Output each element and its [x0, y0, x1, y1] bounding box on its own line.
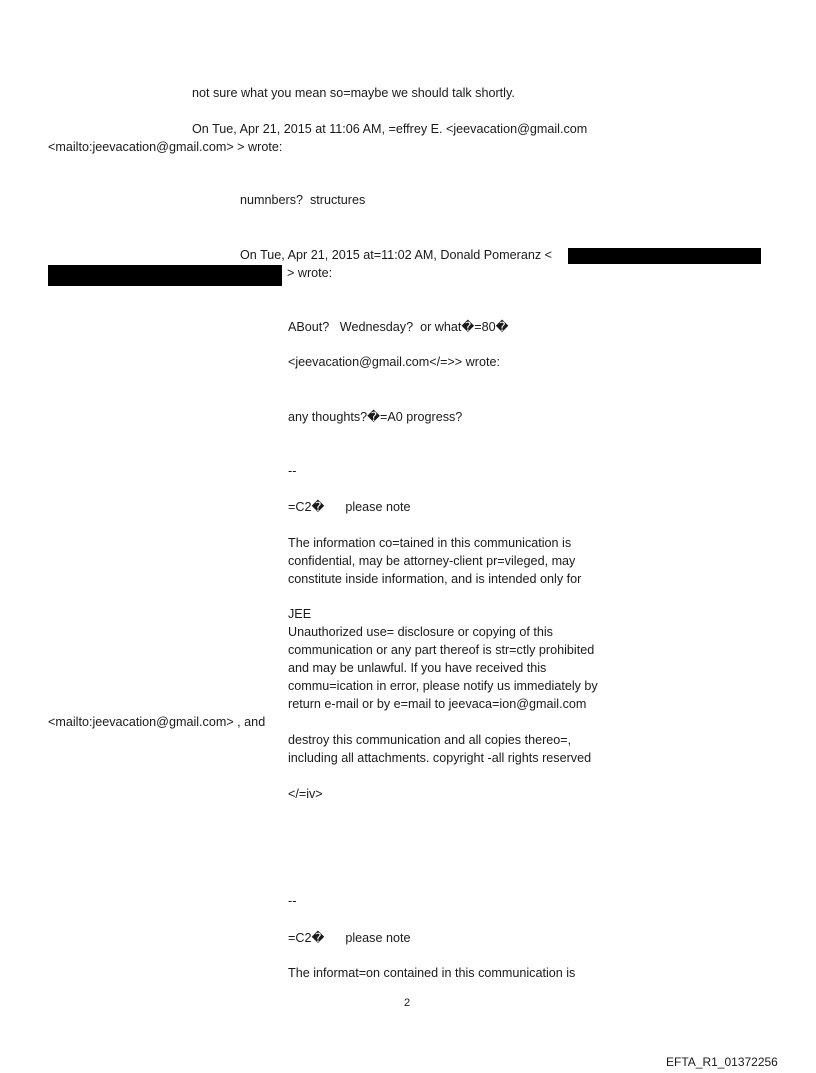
disclaimer-line: confidential, may be attorney-client pr=vileged, may [288, 554, 576, 568]
mailto-link-text: <mailto:jeevacation@gmail.com> , and [48, 715, 266, 729]
disclaimer-line: The information co=tained in this communication is [288, 536, 572, 550]
disclaimer-line: The informat=on contained in this communication is [288, 966, 576, 980]
disclaimer-line: Unauthorized use= disclosure or copying of this [288, 625, 553, 639]
disclaimer-line: destroy this communication and all copies thereo=, [288, 733, 572, 747]
quote-header-2-line-2: > wrote: [287, 266, 333, 280]
disclaimer-line: return e-mail or by e=mail to jeevaca=ion@gmail.com [288, 697, 587, 711]
message-text-4: any thoughts?�=A0 progress? [288, 410, 463, 424]
disclaimer-line: constitute inside information, and is intended only for [288, 572, 582, 586]
message-text-1: numnbers? structures [240, 193, 366, 207]
redaction-bar [48, 265, 282, 286]
jee-label: JEE [288, 607, 312, 621]
disclaimer-line: including all attachments. copyright -all rights reserved [288, 751, 592, 765]
document-id: EFTA_R1_01372256 [666, 1055, 778, 1069]
message-text-3: <jeevacation@gmail.com</=>> wrote: [288, 355, 500, 369]
quote-header-1-line-1: On Tue, Apr 21, 2015 at 11:06 AM, =effrey E. <jeevacation@gmail.com [192, 122, 588, 136]
signature-separator: -- [288, 894, 297, 908]
signature-separator: -- [288, 464, 297, 478]
disclaimer-line: commu=ication in error, please notify us immediately by [288, 679, 598, 693]
quote-header-2-line-1: On Tue, Apr 21, 2015 at=11:02 AM, Donald Pomeranz < [240, 248, 553, 262]
div-close-tag: </=iv> [288, 787, 323, 801]
disclaimer-line: and may be unlawful. If you have received this [288, 661, 547, 675]
please-note-line: =C2� please note [288, 931, 411, 945]
please-note-line: =C2� please note [288, 500, 411, 514]
message-text-2: ABout? Wednesday? or what�=80� [288, 320, 509, 334]
quote-header-1-line-2: <mailto:jeevacation@gmail.com> > wrote: [48, 140, 283, 154]
redaction-bar [568, 248, 761, 264]
page-number: 2 [404, 997, 411, 1009]
disclaimer-line: communication or any part thereof is str=ctly prohibited [288, 643, 595, 657]
reply-text: not sure what you mean so=maybe we should talk shortly. [192, 86, 515, 100]
